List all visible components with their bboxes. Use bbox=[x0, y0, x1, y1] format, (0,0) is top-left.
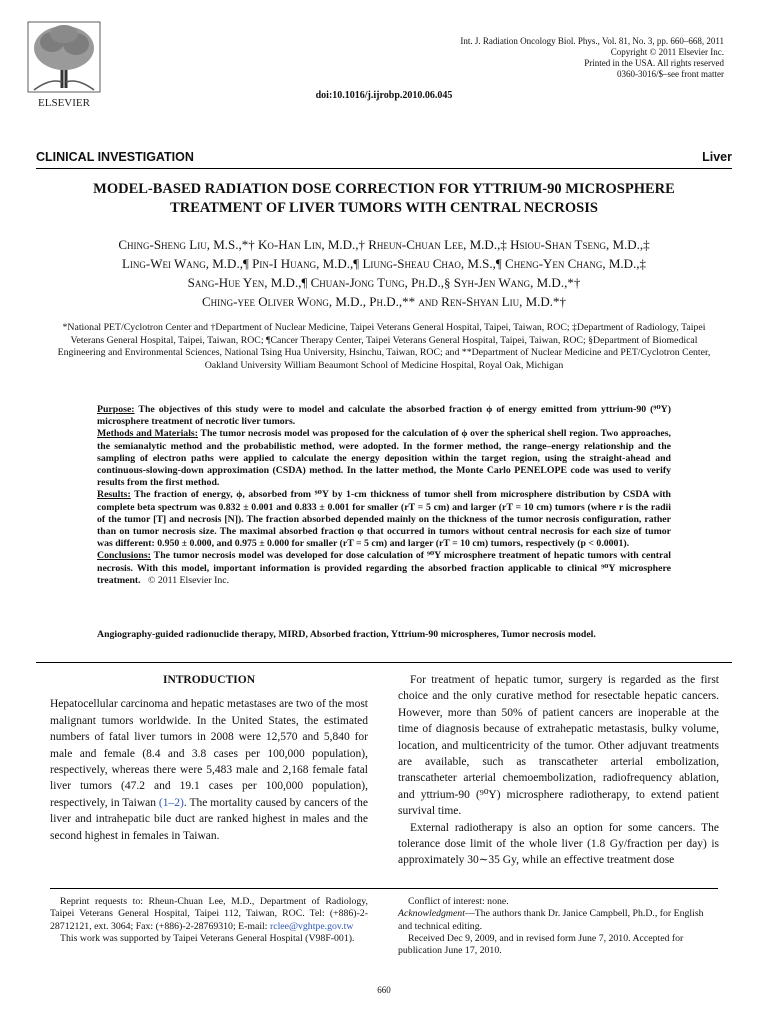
paper-title-line: MODEL-BASED RADIATION DOSE CORRECTION FOR YTTRIUM-90 MICROSPHERE bbox=[93, 181, 675, 197]
body-paragraph: External radiotherapy is also an option for some cancers. The tolerance dose limit of the whole liver (1.8 Gy/fraction per day) is approximately 30∼35 Gy, while an effective treatment dose bbox=[398, 821, 719, 867]
conclusions-text: The tumor necrosis model was developed for dose calculation of ⁹⁰Y microsphere treatment of hepatic tumors with central necrosis. With this model, important information is provided regarding the absorbed fraction applicable to clinical ⁹⁰Y microsphere treatment. bbox=[97, 550, 671, 586]
keywords: Angiography-guided radionuclide therapy, MIRD, Absorbed fraction, Yttrium-90 microspheres, Tumor necrosis model. bbox=[97, 629, 596, 640]
section-label: CLINICAL INVESTIGATION bbox=[36, 150, 194, 164]
body-text: . The mortality caused by cancers of the liver and intrahepatic bile duct are ranked highest in males and the second highest in females in Taiwan. bbox=[50, 796, 368, 842]
purpose-label: Purpose: bbox=[97, 404, 135, 415]
footnotes-left bbox=[50, 896, 368, 945]
received-note: Received Dec 9, 2009, and in revised form June 7, 2010. Accepted for publication June 17, 2010. bbox=[398, 932, 684, 957]
abstract-copyright: © 2011 Elsevier Inc. bbox=[147, 574, 230, 586]
reference-link[interactable]: (1–2) bbox=[158, 796, 184, 809]
publisher-name: ELSEVIER bbox=[38, 97, 90, 109]
journal-rights: Printed in the USA. All rights reserved bbox=[584, 58, 724, 68]
section-header bbox=[36, 150, 732, 169]
abstract-results bbox=[97, 489, 671, 550]
journal-copyright: Copyright © 2011 Elsevier Inc. bbox=[610, 47, 724, 57]
author-line: Ching-yee Oliver Wong, M.D., Ph.D.,** and Ren-Shyan Liu, M.D.*† bbox=[201, 294, 567, 309]
body-paragraph bbox=[50, 696, 368, 844]
section-heading-introduction: INTRODUCTION bbox=[162, 674, 255, 686]
conflict-note: Conflict of interest: none. bbox=[408, 896, 509, 907]
journal-info bbox=[384, 36, 724, 80]
footnotes-right bbox=[398, 896, 719, 957]
reprint-note bbox=[50, 896, 368, 933]
email-link[interactable]: rclee@vghtpe.gov.tw bbox=[269, 920, 354, 932]
results-text: The fraction of energy, ϕ, absorbed from ⁹⁰Y by 1-cm thickness of tumor shell from microsphere distribution by CSDA with complete beta spectrum was 0.832 ± 0.001 and 0.833 ± 0.001 for smaller (rT = 5 cm) and larger (rT = 10 cm) tumors (where r is the radii of the tumor [T] and necrosis [N]). The fraction absorbed depended mainly on the thickness of the tumor necrosis configuration, rather than on tumor necrosis size. The maximal absorbed fraction φ that occurred in tumors without central necrosis for each size of tumor was different: 0.950 ± 0.000, and 0.975 ± 0.000 for smaller (rT = 5 cm) and larger (rT = 10 cm) tumors, respectively (p < 0.0001). bbox=[97, 489, 671, 550]
author-line: Ching-Sheng Liu, M.S.,*† Ko-Han Lin, M.D.,† Rheun-Chuan Lee, M.D.,‡ Hsiou-Shan Tseng, M.D.,‡ bbox=[118, 237, 650, 252]
footnote-divider bbox=[50, 888, 718, 889]
body-column-right bbox=[398, 672, 719, 869]
ack-label: Acknowledgment bbox=[398, 908, 465, 920]
ack-text: —The authors thank Dr. Janice Campbell, Ph.D., for English and technical editing. bbox=[398, 908, 704, 932]
abstract-conclusions bbox=[97, 550, 671, 587]
author-line: Sang-Hue Yen, M.D.,¶ Chuan-Jong Tung, Ph.D.,§ Syh-Jen Wang, M.D.,*† bbox=[187, 275, 581, 290]
funding-note: This work was supported by Taipei Veterans General Hospital (V98F-001). bbox=[60, 932, 355, 944]
acknowledgment-note bbox=[398, 908, 719, 933]
body-column-left bbox=[50, 672, 368, 844]
conclusions-label: Conclusions: bbox=[97, 550, 151, 562]
results-label: Results: bbox=[97, 489, 131, 501]
divider bbox=[36, 662, 732, 663]
abstract bbox=[97, 404, 671, 587]
methods-label: Methods and Materials: bbox=[97, 428, 198, 440]
journal-issn: 0360-3016/$–see front matter bbox=[617, 69, 724, 79]
section-topic: Liver bbox=[702, 150, 732, 164]
abstract-purpose bbox=[97, 404, 671, 428]
author-list bbox=[30, 235, 738, 311]
body-text: Hepatocellular carcinoma and hepatic metastases are two of the most malignant tumors worldwide. In the United States, the estimated numbers of fatal liver tumors in 2008 were 12,570 and 5,840 for male and female (8.4 and 3.8 cases per 100,000 population), respectively, whereas there were 5,483 male and 2,168 female fatal liver tumors (47.2 and 19.1 cases per 100,000 population), respectively, in Taiwan bbox=[50, 698, 368, 809]
paper-title bbox=[40, 180, 728, 218]
purpose-text: The objectives of this study were to model and calculate the absorbed fraction ϕ of energy emitted from yttrium-90 (⁹⁰Y) microsphere treatment of necrotic liver tumors. bbox=[97, 404, 671, 428]
affiliations: *National PET/Cyclotron Center and †Department of Nuclear Medicine, Taipei Veterans General Hospital, Taipei, Taiwan, ROC; ‡Department of Radiology, Taipei Veterans General Hospital, Taipei, Taiwan, ROC; ¶Cancer Therapy Center, Taipei Veterans General Hospital, Taipei, Taiwan, ROC; §Department of Biomedical Engineering and Environmental Sciences, National Tsing Hua University, Hsinchu, Taiwan, ROC; and **Department of Nuclear Medicine and PET/Cyclotron Center, Oakland University William Beaumont School of Medicine Hospital, Royal Oak, Michigan bbox=[57, 322, 711, 371]
journal-citation: Int. J. Radiation Oncology Biol. Phys., Vol. 81, No. 3, pp. 660–668, 2011 bbox=[460, 36, 724, 46]
doi[interactable]: doi:10.1016/j.ijrobp.2010.06.045 bbox=[315, 90, 453, 101]
author-line: Ling-Wei Wang, M.D.,¶ Pin-I Huang, M.D.,¶ Liung-Sheau Chao, M.S.,¶ Cheng-Yen Chang, M.D.,‡ bbox=[121, 256, 647, 271]
paper-title-line: TREATMENT OF LIVER TUMORS WITH CENTRAL NECROSIS bbox=[170, 200, 598, 216]
reprint-text: Reprint requests to: Rheun-Chuan Lee, M.D., Department of Radiology, Taipei Veterans General Hospital, Taipei 112, Taiwan, ROC. Tel: (+886)-2-28712121, ext. 3064; Fax: (+886)-2-28769310; E-mail: bbox=[50, 896, 368, 932]
methods-text: The tumor necrosis model was proposed for the calculation of ϕ over the spherical shell region. Two approaches, the semianalytic method and the probabilistic method, were adopted. In the former method, the range–energy relationship and the sampling of electron paths were applied to calculate the energy deposition within the target region, using the straight-ahead and continuous-slowing-down approximation (CSDA) method. In the latter method, the Monte Carlo PENELOPE code was used to verify results from the first method. bbox=[97, 428, 672, 489]
abstract-methods bbox=[97, 428, 671, 489]
body-paragraph: For treatment of hepatic tumor, surgery is regarded as the first choice and the only curative method for resectable hepatic cancers. However, more than 50% of patient cancers are inoperable at the time of diagnosis because of extrahepatic metastasis, bulky volume, location, and multicentricity of the tumor. Other adjuvant treatments are available, such as transcatheter arterial embolization, transcatheter arterial chemoembolization, radiofrequency ablation, and yttrium-90 (⁹⁰Y) microsphere radiotherapy, to extend patient survival time. bbox=[398, 674, 719, 818]
page-number: 660 bbox=[377, 985, 391, 995]
